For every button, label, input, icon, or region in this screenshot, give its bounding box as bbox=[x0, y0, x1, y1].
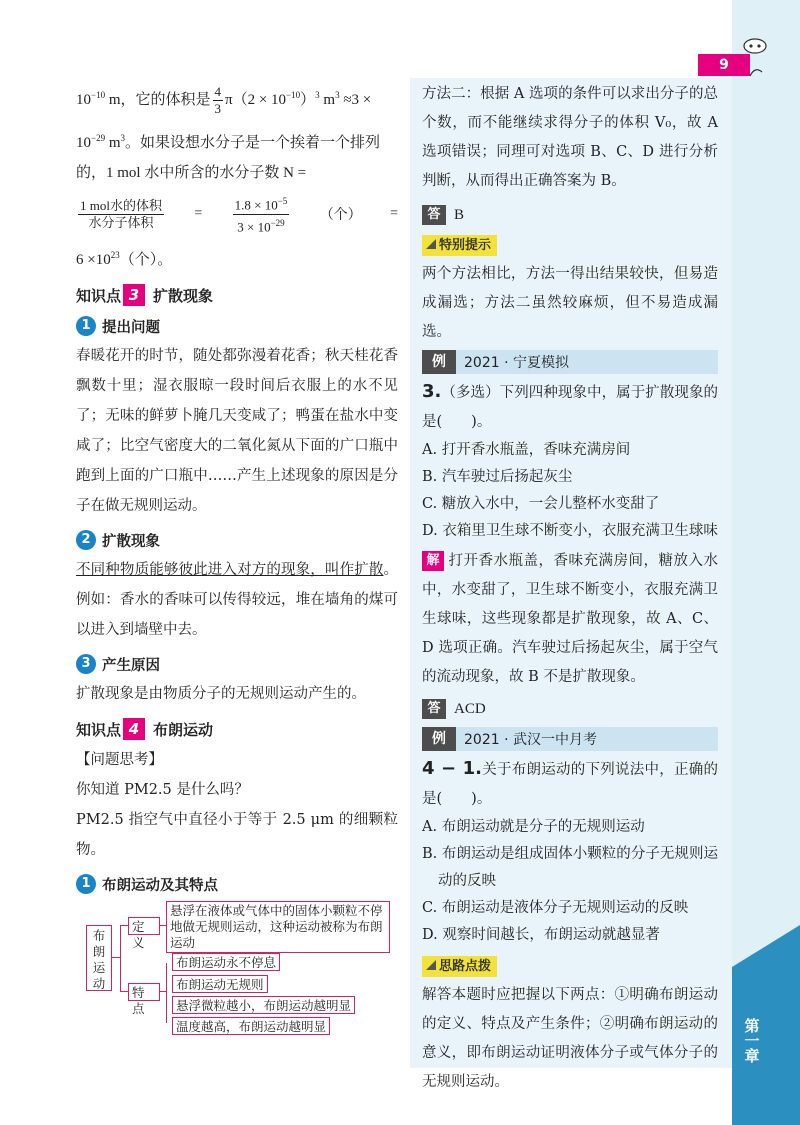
answer-tag: 答 bbox=[422, 699, 446, 719]
question-number: 3. bbox=[422, 381, 442, 402]
fraction-four-thirds bbox=[213, 84, 224, 117]
method2-paragraph: 方法二：根据 A 选项的条件可以求出分子的总个数，而不能继续求得分子的体积 V₀，故 A 选项错误；同理可对选项 B、C、D 进行分析判断，从而得出正确答案为 B。 bbox=[422, 86, 718, 189]
calc-exp: −10 bbox=[286, 90, 301, 100]
answer-line bbox=[422, 694, 718, 724]
calc-text: 10 bbox=[76, 92, 91, 108]
answer-text: B bbox=[454, 207, 465, 223]
circle-number: 2 bbox=[76, 530, 96, 550]
think-answer: PM2.5 指空气中直径小于等于 2.5 μm 的细颗粒物。 bbox=[76, 812, 398, 859]
frac-num: 4 bbox=[214, 84, 221, 100]
tip-paragraph: 两个方法相比，方法一得出结果较快，但易造成漏选；方法二虽然较麻烦，但不易造成漏选。 bbox=[422, 266, 718, 340]
diagram-root bbox=[86, 925, 112, 991]
diagram-feature: 悬浮微粒越小，布朗运动越明显 bbox=[172, 996, 355, 1014]
tip-label-text: 特别提示 bbox=[439, 238, 492, 253]
kp-number: 4 bbox=[123, 718, 145, 740]
calc-text: m，它的体积是 bbox=[105, 92, 211, 108]
diagram-connector bbox=[112, 957, 120, 958]
calc-fraction-line bbox=[76, 188, 398, 240]
calc-text: ） bbox=[300, 92, 316, 108]
tip-label-text: 思路点拨 bbox=[439, 959, 492, 974]
diagram-connector bbox=[120, 991, 128, 992]
diagram-feature: 布朗运动永不停息 bbox=[172, 953, 280, 971]
page-number: 9 bbox=[698, 54, 750, 76]
definition-text: 不同种物质能够彼此进入对方的现象，叫作扩散 bbox=[76, 562, 384, 579]
question-option: C. 布朗运动是液体分子无规则运动的反映 bbox=[422, 900, 689, 916]
question-option bbox=[422, 518, 718, 545]
kp-title: 布朗运动 bbox=[153, 720, 214, 739]
right-column bbox=[422, 80, 718, 1097]
equals-sign: = bbox=[390, 206, 398, 222]
diagram-connector bbox=[166, 963, 167, 1023]
subsection-heading bbox=[76, 311, 398, 341]
subsection-title: 扩散现象 bbox=[102, 533, 160, 550]
tip-label bbox=[422, 956, 497, 977]
example-tag: 例 bbox=[422, 350, 456, 374]
mascot-icon bbox=[740, 36, 770, 78]
calc-exp: −10 bbox=[91, 90, 106, 100]
triangle-icon bbox=[426, 239, 436, 249]
tip-label bbox=[422, 235, 497, 256]
brownian-concept-diagram bbox=[86, 895, 406, 1045]
subsection-title: 产生原因 bbox=[102, 657, 160, 674]
calc-text: 10 bbox=[76, 135, 91, 152]
paragraph-text: 。例如：香水的香味可以传得较远，堆在墙角的煤可以进入到墙壁中去。 bbox=[76, 562, 398, 639]
calc-line-2 bbox=[76, 123, 398, 158]
calc-text: 。如果设想水分子是一个挨着一个排列 bbox=[125, 135, 381, 152]
subsection-title: 布朗运动及其特点 bbox=[102, 877, 218, 894]
chapter-tab bbox=[736, 1018, 766, 1068]
frac-num: 1 mol水的体积 bbox=[80, 197, 162, 213]
subsection-heading bbox=[76, 649, 398, 679]
calc-text: m bbox=[319, 92, 336, 108]
kp-label: 知识点 bbox=[76, 286, 122, 305]
circle-number: 1 bbox=[76, 874, 96, 894]
diagram-connector bbox=[120, 925, 121, 991]
question-stem: （多选）下列四种现象中，属于扩散现象的是( )。 bbox=[422, 385, 718, 430]
calc-text: π（2 × 10 bbox=[225, 92, 287, 108]
question-option: A. 打开香水瓶盖，香味充满房间 bbox=[422, 442, 631, 458]
question-option bbox=[422, 841, 718, 895]
calc-line-5 bbox=[76, 240, 398, 275]
calc-text: 6 ×10 bbox=[76, 252, 111, 269]
frac-num bbox=[233, 193, 290, 214]
calc-exp: −29 bbox=[91, 133, 106, 144]
triangle-icon bbox=[426, 960, 436, 970]
calc-exp: 3 bbox=[120, 133, 125, 144]
calc-text: ≈3 × bbox=[339, 92, 372, 108]
example-source: 2021 · 武汉一中月考 bbox=[464, 732, 597, 748]
circle-number: 1 bbox=[76, 316, 96, 336]
frac-num-exp: −5 bbox=[277, 196, 288, 207]
answer-text: ACD bbox=[454, 701, 486, 717]
frac-num-text: 1.8 × 10 bbox=[234, 197, 278, 213]
question-option: D. 观察时间越长，布朗运动就越显著 bbox=[422, 927, 660, 943]
diagram-feat-label: 特点 bbox=[128, 983, 160, 1001]
example-source: 2021 · 宁夏模拟 bbox=[464, 355, 569, 371]
diagram-def-text: 悬浮在液体或气体中的固体小颗粒不停地做无规则运动，这种运动被称为布朗运动 bbox=[166, 901, 390, 953]
subsection-heading bbox=[76, 525, 398, 555]
frac-den-exp: −29 bbox=[270, 217, 285, 228]
knowledge-point-3-heading bbox=[76, 279, 398, 311]
explanation-tag: 解 bbox=[422, 551, 444, 571]
equals-sign: = bbox=[194, 206, 203, 222]
example-bar bbox=[422, 727, 718, 751]
example-tag: 例 bbox=[422, 727, 456, 751]
kp-label: 知识点 bbox=[76, 720, 122, 739]
frac-den: 水分子体积 bbox=[88, 214, 154, 230]
answer-tag: 答 bbox=[422, 205, 446, 225]
knowledge-point-4-heading bbox=[76, 713, 398, 745]
explanation bbox=[422, 547, 718, 692]
left-column bbox=[76, 80, 398, 899]
calc-exp: 3 bbox=[315, 90, 320, 100]
question-option-text: B. 布朗运动是组成固体小颗粒的分子无规则运动的反映 bbox=[422, 846, 718, 889]
question-number: 4 − 1. bbox=[422, 758, 483, 779]
paragraph: 扩散现象是由物质分子的无规则运动产生的。 bbox=[76, 686, 366, 703]
question-stem: 关于布朗运动的下列说法中，正确的是( )。 bbox=[422, 762, 719, 807]
tip-heading bbox=[422, 234, 718, 256]
kp-number: 3 bbox=[123, 284, 145, 306]
circle-number: 3 bbox=[76, 654, 96, 674]
explanation-text: 打开香水瓶盖，香味充满房间，糖放入水中，水变甜了，卫生球不断变小，衣服充满卫生球味，这些现象都是扩散现象，故 A、C、D 选项正确。汽车驶过后扬起灰尘，属于空气的流动现象，故 B 不是扩散现象。 bbox=[422, 553, 718, 685]
question-3 bbox=[422, 377, 718, 437]
paragraph bbox=[76, 555, 398, 645]
diagram-feature: 温度越高，布朗运动越明显 bbox=[172, 1017, 330, 1035]
tip-paragraph: 解答本题时应把握以下两点：①明确布朗运动的定义、特点及产生条件；②明确布朗运动的意义，即布朗运动证明液体分子或气体分子的无规则运动。 bbox=[422, 987, 718, 1090]
chapter-label: 第一章 bbox=[742, 1018, 761, 1063]
calc-text: m bbox=[105, 135, 121, 152]
think-question: 你知道 PM2.5 是什么吗？ bbox=[76, 782, 249, 799]
question-4-1 bbox=[422, 754, 718, 814]
kp-title: 扩散现象 bbox=[153, 286, 214, 305]
subsection-title: 提出问题 bbox=[102, 319, 160, 336]
diagram-feature: 布朗运动无规则 bbox=[172, 975, 268, 993]
calc-exp: 3 bbox=[335, 90, 340, 100]
paragraph: 春暖花开的时节，随处都弥漫着花香；秋天桂花香飘数十里；湿衣服晾一段时间后衣服上的水不见了；无味的鲜萝卜腌几天变咸了；鸭蛋在盐水中变咸了；比空气密度大的二氧化氮从下面的广口瓶中跑到上面的广口瓶中……产生上述现象的原因是分子在做无规则运动。 bbox=[76, 348, 398, 515]
tip-heading bbox=[422, 955, 718, 977]
unit-text: （个） bbox=[319, 208, 362, 224]
frac-den-text: 3 × 10 bbox=[237, 218, 271, 234]
question-option-text: D. 衣箱里卫生球不断变小，衣服充满卫生球味 bbox=[422, 523, 718, 539]
calc-exp: 23 bbox=[110, 250, 120, 261]
diagram-connector bbox=[120, 925, 128, 926]
calc-text: （个）。 bbox=[119, 252, 173, 269]
think-label: 【问题思考】 bbox=[76, 752, 163, 769]
question-option: A. 布朗运动就是分子的无规则运动 bbox=[422, 819, 645, 835]
calc-line-3: 的，1 mol 水中所含的水分子数 N = bbox=[76, 165, 307, 182]
question-option: B. 汽车驶过后扬起灰尘 bbox=[422, 469, 573, 485]
diagram-root-text: 布朗运动 bbox=[92, 928, 106, 991]
example-bar bbox=[422, 350, 718, 374]
frac-den: 3 bbox=[214, 101, 221, 117]
fraction-values bbox=[233, 193, 290, 235]
diagram-def-label: 定义 bbox=[128, 917, 160, 935]
question-option: C. 糖放入水中，一会儿整杯水变甜了 bbox=[422, 496, 660, 512]
answer-line bbox=[422, 200, 718, 230]
frac-den bbox=[233, 215, 290, 235]
calc-line-1 bbox=[76, 80, 398, 117]
fraction-volume bbox=[78, 198, 164, 231]
